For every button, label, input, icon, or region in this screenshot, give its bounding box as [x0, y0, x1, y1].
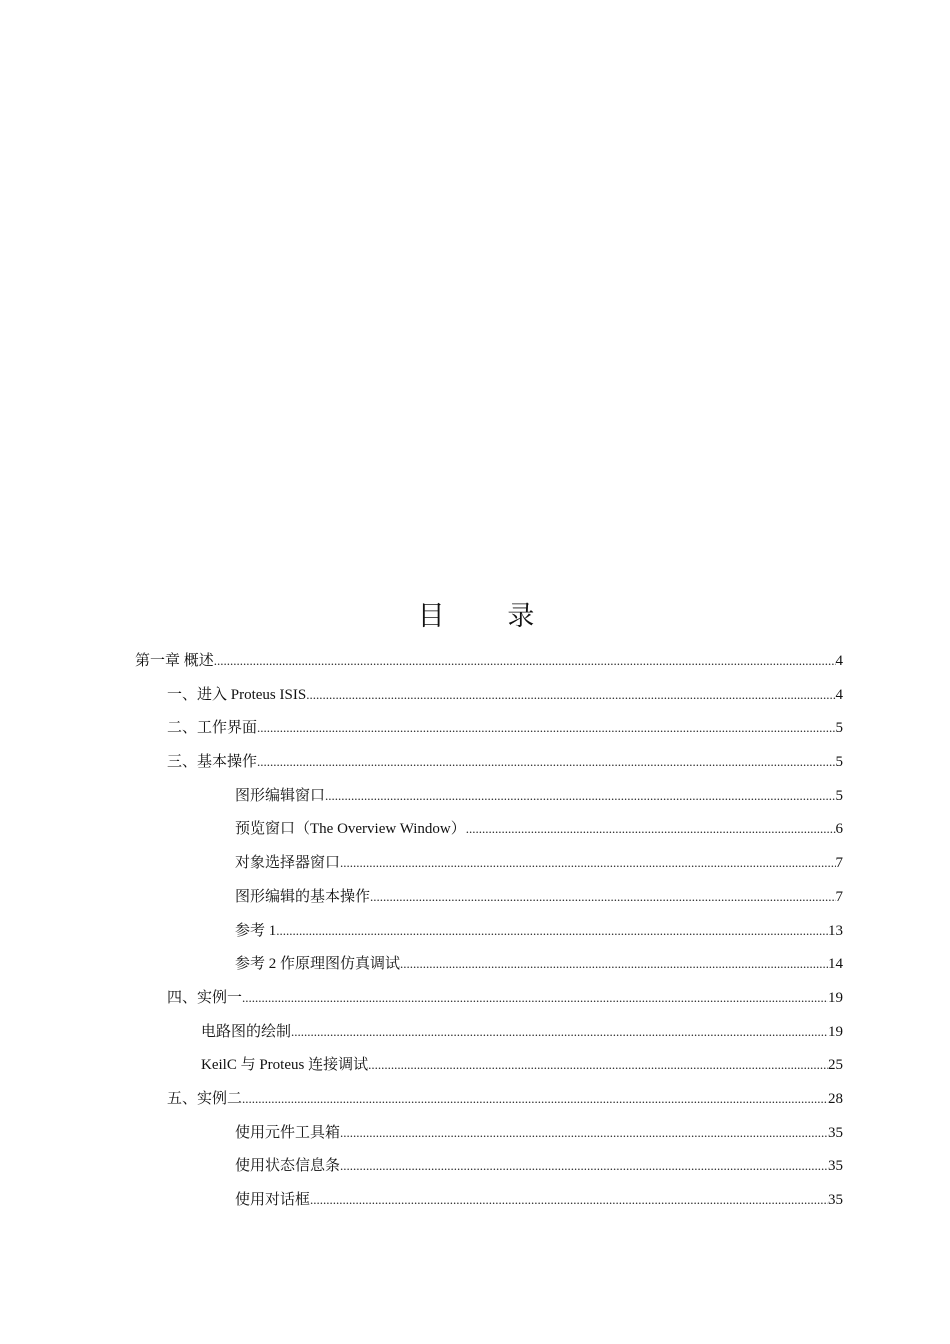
toc-leader-dots: [400, 947, 828, 981]
toc-entry-label: 五、实例二: [167, 1090, 243, 1107]
toc-entry[interactable]: [135, 981, 843, 1015]
toc-leader-dots: [466, 812, 836, 846]
toc-entry[interactable]: [135, 678, 843, 712]
toc-leader-dots: [340, 1116, 828, 1150]
toc-entry-label: 二、工作界面: [167, 720, 258, 737]
toc-leader-dots: [340, 846, 835, 880]
toc-entry-page: 19: [828, 1023, 843, 1040]
toc-entry[interactable]: [135, 1149, 843, 1183]
toc-leader-dots: [340, 1149, 828, 1183]
toc-entry-label: 使用状态信息条: [235, 1158, 341, 1175]
toc-leader-dots: [370, 880, 835, 914]
toc-leader-dots: [257, 745, 835, 779]
toc-entry-label: KeilC 与 Proteus 连接调试: [201, 1057, 369, 1074]
toc-entry-page: 5: [835, 720, 843, 737]
toc-entry[interactable]: [135, 779, 843, 813]
toc-leader-dots: [368, 1048, 828, 1082]
toc-title: 目 录: [417, 601, 563, 631]
toc-entry-label: 图形编辑窗口: [235, 787, 326, 804]
toc-entry-page: 35: [828, 1192, 843, 1208]
toc-entry-page: 5: [835, 787, 843, 804]
toc-entry[interactable]: [135, 947, 843, 981]
toc-entry-label: 第一章 概述: [135, 653, 214, 669]
toc-leader-dots: [276, 914, 828, 948]
toc-entry-page: 19: [828, 989, 843, 1006]
toc-entry-label: 图形编辑的基本操作: [235, 888, 371, 905]
toc-entry-page: 35: [828, 1158, 843, 1175]
toc-leader-dots: [257, 711, 835, 745]
toc-entry-page: 6: [835, 821, 843, 838]
table-of-contents: [135, 644, 843, 1217]
toc-entry-page: 7: [835, 888, 843, 905]
toc-entry[interactable]: [135, 1116, 843, 1150]
toc-entry-page: 7: [835, 855, 843, 872]
toc-entry[interactable]: [135, 846, 843, 880]
toc-entry-label: 使用元件工具箱: [235, 1124, 341, 1141]
toc-entry-page: 25: [828, 1057, 843, 1074]
toc-leader-dots: [214, 644, 836, 678]
toc-entry-label: 参考 1: [235, 922, 277, 939]
toc-entry-page: 5: [835, 754, 843, 771]
toc-leader-dots: [242, 1082, 828, 1116]
toc-entry[interactable]: [135, 1183, 843, 1217]
toc-entry-page: 4: [835, 653, 843, 669]
toc-entry-page: 4: [835, 686, 843, 703]
toc-entry-page: 14: [828, 956, 843, 973]
toc-entry-label: 对象选择器窗口: [235, 855, 341, 872]
toc-entry[interactable]: [135, 880, 843, 914]
toc-entry-label: 使用对话框: [235, 1192, 311, 1208]
toc-entry-label: 电路图的绘制: [201, 1023, 292, 1040]
toc-entry-label: 四、实例一: [167, 989, 243, 1006]
toc-entry-label: 三、基本操作: [167, 754, 258, 771]
toc-entry[interactable]: [135, 812, 843, 846]
toc-leader-dots: [242, 981, 828, 1015]
toc-entry-page: 35: [828, 1124, 843, 1141]
toc-entry[interactable]: [135, 711, 843, 745]
toc-leader-dots: [325, 779, 835, 813]
toc-entry[interactable]: [135, 745, 843, 779]
toc-entry-label: 参考 2 作原理图仿真调试: [235, 956, 401, 973]
toc-entry-page: 28: [828, 1090, 843, 1107]
toc-leader-dots: [291, 1015, 828, 1049]
toc-leader-dots: [310, 1183, 828, 1217]
toc-entry[interactable]: [135, 914, 843, 948]
toc-entry-page: 13: [828, 922, 843, 939]
toc-entry-label: 一、进入 Proteus ISIS: [167, 686, 307, 703]
toc-entry[interactable]: [135, 644, 843, 678]
toc-entry[interactable]: [135, 1015, 843, 1049]
toc-entry[interactable]: [135, 1048, 843, 1082]
toc-leader-dots: [306, 678, 835, 712]
toc-entry-label: 预览窗口（The Overview Window）: [235, 821, 466, 838]
toc-entry[interactable]: [135, 1082, 843, 1116]
